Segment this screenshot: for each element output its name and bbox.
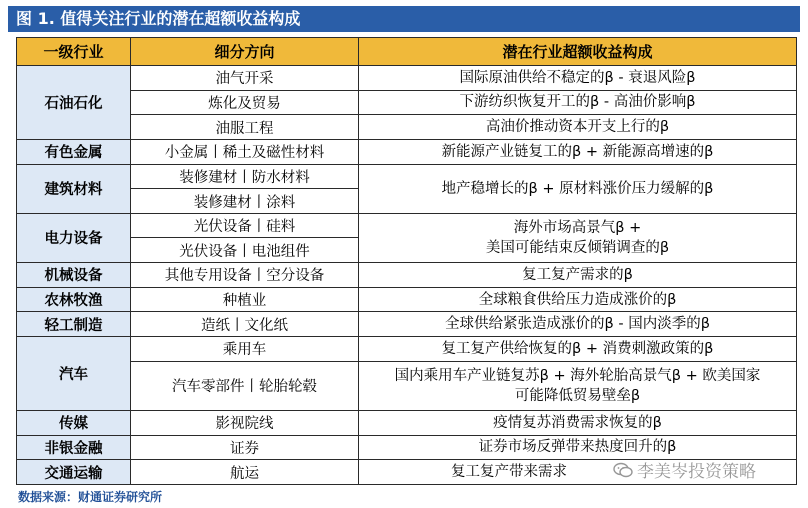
sub-direction-cell: 炼化及贸易 [131,90,359,115]
excess-line: 海外市场高景气β + [513,219,642,236]
sub-direction-cell: 光伏设备丨硅料 [131,213,359,238]
sub-direction-cell: 证券 [131,435,359,460]
sub-direction-cell: 光伏设备丨电池组件 [131,238,359,263]
table-row [17,361,797,410]
industry-cell: 电力设备 [17,213,131,262]
excess-return-cell: 新能源产业链复工的β + 新能源高增速的β [359,139,797,164]
watermark-text: 李美岑投资策略 [637,462,756,482]
sub-direction-cell: 其他专用设备丨空分设备 [131,263,359,288]
sub-direction-cell: 汽车零部件丨轮胎轮毂 [131,361,359,410]
excess-line: 美国可能结束反倾销调查的β [485,239,670,256]
excess-return-cell: 国际原油供给不稳定的β - 衰退风险β [359,66,797,91]
sub-direction-cell: 乘用车 [131,337,359,362]
sub-direction-cell: 航运 [131,460,359,485]
table-row [17,66,797,91]
sub-direction-cell: 装修建材丨涂料 [131,189,359,214]
excess-return-cell: 地产稳增长的β + 原材料涨价压力缓解的β [359,164,797,213]
excess-return-cell: 证券市场反弹带来热度回升的β [359,435,797,460]
table-row [17,213,797,238]
wechat-icon [613,462,633,478]
table-row [17,90,797,115]
excess-return-cell [359,361,797,410]
excess-return-cell [359,213,797,262]
sub-direction-cell: 种植业 [131,287,359,312]
industry-cell: 汽车 [17,337,131,411]
table-row [17,115,797,140]
watermark [613,457,756,482]
excess-return-cell: 复工复产需求的β [359,263,797,288]
excess-return-cell: 下游纺织恢复开工的β - 高油价影响β [359,90,797,115]
table-row [17,139,797,164]
industry-excess-return-table [16,37,797,485]
industry-cell: 交通运输 [17,460,131,485]
industry-cell: 非银金融 [17,435,131,460]
header-industry: 一级行业 [17,38,131,66]
industry-cell: 有色金属 [17,139,131,164]
data-source-note: 数据来源：财通证券研究所 [18,490,163,504]
figure-title: 图 1. 值得关注行业的潜在超额收益构成 [8,6,800,32]
excess-return-cell: 复工复产供给恢复的β + 消费刺激政策的β [359,337,797,362]
industry-cell: 轻工制造 [17,312,131,337]
table-row [17,164,797,189]
table-row [17,263,797,288]
excess-return-cell: 全球供给紧张造成涨价的β - 国内淡季的β [359,312,797,337]
excess-line: 国内乘用车产业链复苏β + 海外轮胎高景气β + 欧美国家 [394,367,761,384]
sub-direction-cell: 小金属丨稀土及磁性材料 [131,139,359,164]
sub-direction-cell: 造纸丨文化纸 [131,312,359,337]
industry-cell: 石油石化 [17,66,131,140]
table-row [17,312,797,337]
table-row [17,337,797,362]
header-excess-return: 潜在行业超额收益构成 [359,38,797,66]
industry-cell: 机械设备 [17,263,131,288]
industry-cell: 建筑材料 [17,164,131,213]
table-row [17,287,797,312]
industry-cell: 农林牧渔 [17,287,131,312]
industry-cell: 传媒 [17,410,131,435]
excess-return-cell: 全球粮食供给压力造成涨价的β [359,287,797,312]
table-row [17,410,797,435]
sub-direction-cell: 油气开采 [131,66,359,91]
sub-direction-cell: 影视院线 [131,410,359,435]
sub-direction-cell: 油服工程 [131,115,359,140]
excess-return-cell: 疫情复苏消费需求恢复的β [359,410,797,435]
sub-direction-cell: 装修建材丨防水材料 [131,164,359,189]
excess-return-cell: 高油价推动资本开支上行的β [359,115,797,140]
excess-return-cell: 复工复产带来需求 [359,460,797,485]
table-header-row [17,38,797,66]
header-sub-direction: 细分方向 [131,38,359,66]
excess-line: 可能降低贸易壁垒β [514,387,641,404]
